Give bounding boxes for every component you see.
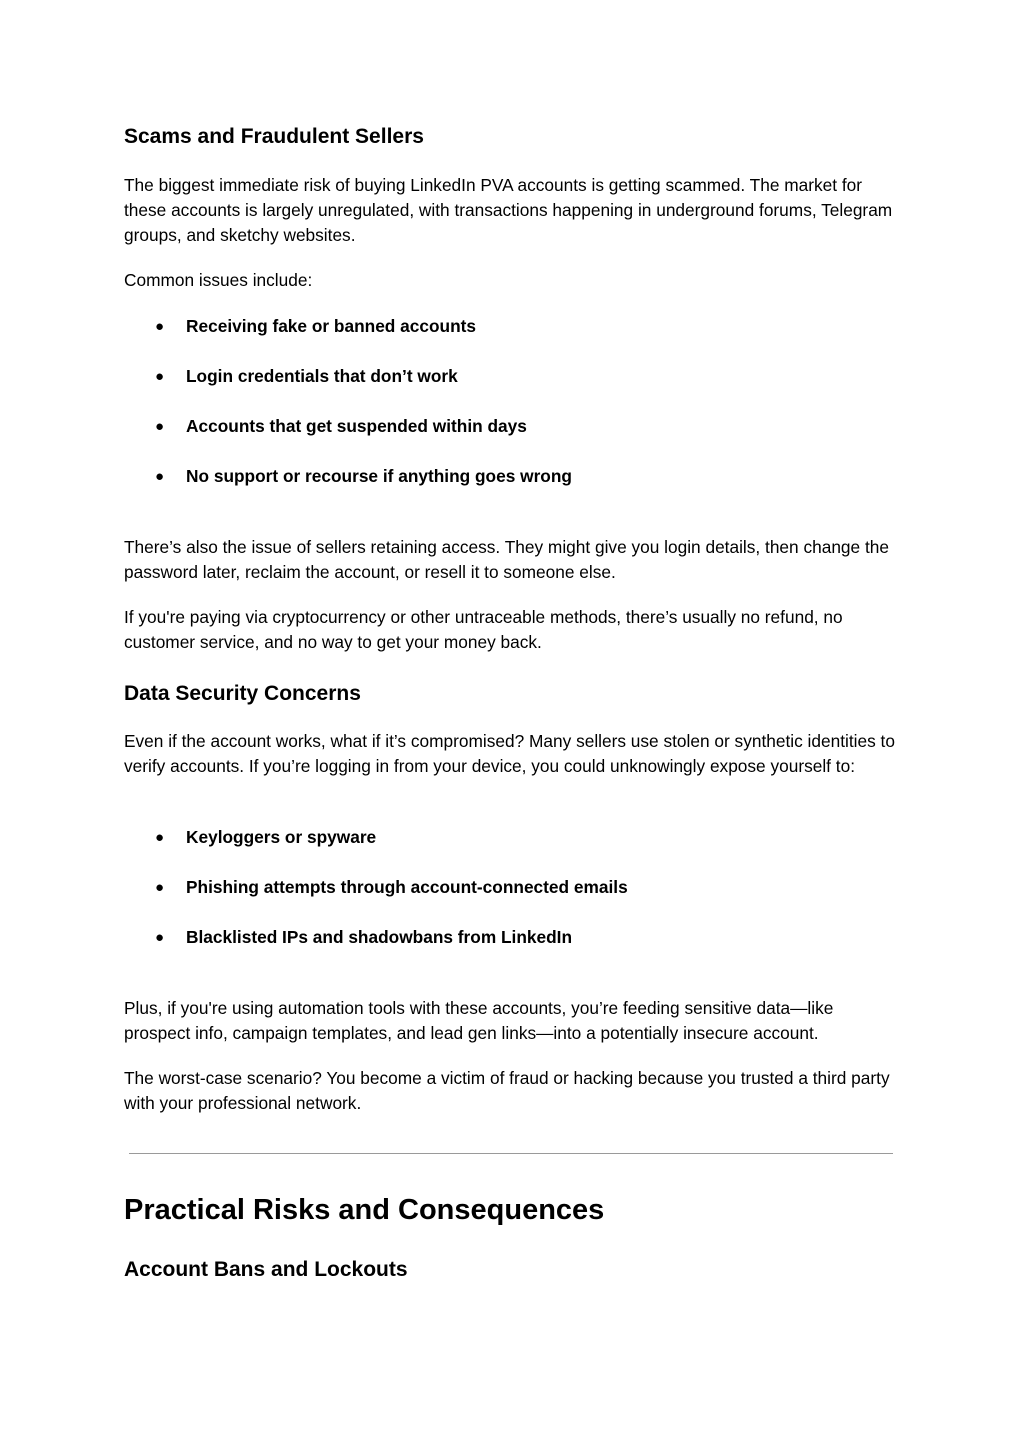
- bullet-icon: ●: [155, 418, 165, 435]
- list-item-text: Receiving fake or banned accounts: [186, 316, 477, 336]
- list-item: [124, 464, 572, 514]
- list-item-text: Phishing attempts through account-connected emails: [186, 877, 628, 897]
- bullet-icon: ●: [155, 929, 165, 946]
- list-item-text: Blacklisted IPs and shadowbans from LinkedIn: [186, 927, 573, 947]
- list-item: [124, 414, 572, 464]
- heading-scams: Scams and Fraudulent Sellers: [124, 125, 424, 148]
- heading-data-security: Data Security Concerns: [124, 682, 361, 705]
- paragraph-common-issues: Common issues include:: [124, 270, 313, 290]
- heading-practical-risks: Practical Risks and Consequences: [124, 1194, 605, 1226]
- issues-list: [124, 314, 572, 514]
- bullet-icon: ●: [155, 879, 165, 896]
- paragraph-data-intro: Even if the account works, what if it’s compromised? Many sellers use stolen or synthetic identities to verify accounts. If you’re logging in from your device, you could unknowingly expose yourself to:: [124, 731, 895, 776]
- bullet-icon: ●: [155, 829, 165, 846]
- list-item-text: Accounts that get suspended within days: [186, 416, 527, 436]
- paragraph-payment-risk: If you're paying via cryptocurrency or other untraceable methods, there’s usually no refund, no customer service, and no way to get your money back.: [124, 607, 843, 652]
- heading-account-bans: Account Bans and Lockouts: [124, 1258, 408, 1281]
- horizontal-divider: [129, 1153, 893, 1154]
- list-item: [124, 314, 572, 364]
- bullet-icon: ●: [155, 368, 165, 385]
- bullet-icon: ●: [155, 318, 165, 335]
- paragraph-automation: Plus, if you're using automation tools with these accounts, you’re feeding sensitive data—like prospect info, campaign templates, and lead gen links—into a potentially insecure account.: [124, 998, 834, 1043]
- paragraph-seller-access: There’s also the issue of sellers retaining access. They might give you login details, then change the password later, reclaim the account, or resell it to someone else.: [124, 537, 889, 582]
- list-item-text: No support or recourse if anything goes wrong: [186, 466, 572, 486]
- bullet-icon: ●: [155, 468, 165, 485]
- list-item: [124, 825, 628, 875]
- list-item-text: Login credentials that don’t work: [186, 366, 458, 386]
- list-item: [124, 925, 628, 975]
- list-item: [124, 875, 628, 925]
- paragraph-worst-case: The worst-case scenario? You become a victim of fraud or hacking because you trusted a third party with your professional network.: [124, 1068, 890, 1113]
- threats-list: [124, 825, 628, 975]
- list-item-text: Keyloggers or spyware: [186, 827, 377, 847]
- list-item: [124, 364, 572, 414]
- paragraph-scams-intro: The biggest immediate risk of buying LinkedIn PVA accounts is getting scammed. The market for these accounts is largely unregulated, with transactions happening in underground forums, Telegram groups, and sketchy websites.: [124, 175, 893, 245]
